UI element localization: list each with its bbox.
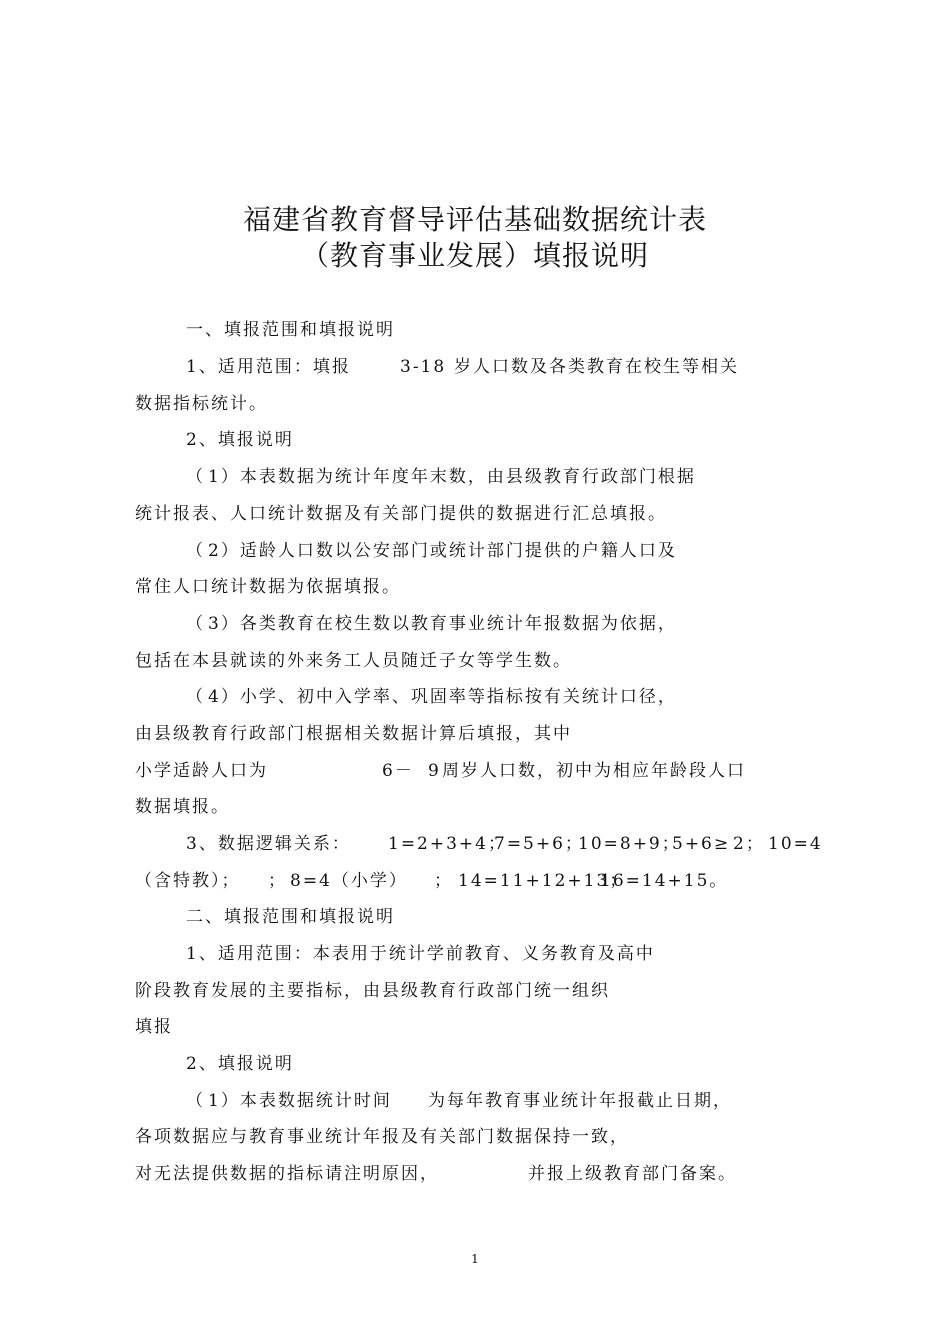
paragraph-line: 各项数据应与教育事业统计年报及有关部门数据保持一致， [135, 1127, 629, 1147]
paragraph-line: 2）适龄人口数以公安部门或统计部门提供的户籍人口及 [208, 541, 677, 561]
paragraph-line: 3-18 [400, 357, 447, 377]
paragraph-line: 1）本表数据为统计年度年末数，由县级教育行政部门根据 [208, 467, 696, 487]
document-subtitle: （教育事业发展）填报说明 [300, 239, 649, 272]
subsection-heading: 2、填报说明 [186, 1054, 294, 1074]
paragraph-line: （ [186, 1091, 205, 1111]
formula: 14=11+12+13； [458, 871, 629, 891]
formula: （含特教）； [135, 871, 241, 891]
paragraph-line: （ [186, 614, 205, 634]
paragraph-line: 周岁人口数，初中为相应年龄段人口 [442, 761, 746, 781]
paragraph-line: 为每年教育事业统计年报截止日期， [428, 1091, 732, 1111]
formula: 1=2+3+4； [388, 834, 507, 854]
paragraph-line: 9 [428, 761, 441, 781]
paragraph-line: 岁人口数及各类教育在校生等相关 [454, 357, 739, 377]
formula: 8=4（小学） [290, 871, 408, 891]
subsection-heading: 3、数据逻辑关系： [186, 834, 351, 854]
paragraph-line: 3）各类教育在校生数以教育事业统计年报数据为依据， [208, 614, 677, 634]
formula: ； [268, 871, 287, 891]
formula: 7=5+6； [494, 834, 584, 854]
page-number: 1 [471, 1252, 479, 1266]
paragraph-line: 数据填报。 [135, 797, 230, 817]
formula: ； [434, 871, 453, 891]
section-heading-1: 一、填报范围和填报说明 [186, 320, 395, 340]
formula: 10=4 [768, 834, 823, 854]
paragraph-line: 6－ [382, 761, 414, 781]
formula: 5+6≥ [672, 834, 731, 854]
paragraph-line: 4）小学、初中入学率、巩固率等指标按有关统计口径， [208, 687, 677, 707]
paragraph-line: 1、适用范围：本表用于统计学前教育、义务教育及高中 [186, 944, 655, 964]
paragraph-line: 包括在本县就读的外来务工人员随迁子女等学生数。 [135, 651, 572, 671]
paragraph-line: 小学适龄人口为 [135, 761, 268, 781]
paragraph-line: 常住人口统计数据为依据填报。 [135, 577, 401, 597]
section-heading-2: 二、填报范围和填报说明 [186, 907, 395, 927]
paragraph-line: 1、适用范围：填报 [186, 357, 351, 377]
paragraph-line: 由县级教育行政部门根据相关数据计算后填报，其中 [135, 724, 572, 744]
paragraph-line: （ [186, 687, 205, 707]
paragraph-line: 1）本表数据统计时间 [208, 1091, 392, 1111]
subsection-heading: 2、填报说明 [186, 430, 294, 450]
paragraph-line: 统计报表、人口统计数据及有关部门提供的数据进行汇总填报。 [135, 504, 667, 524]
paragraph-line: 填报 [135, 1017, 173, 1037]
paragraph-line: 并报上级教育部门备案。 [528, 1164, 737, 1184]
document-title: 福建省教育督导评估基础数据统计表 [242, 203, 707, 236]
paragraph-line: （ [186, 541, 205, 561]
paragraph-line: 阶段教育发展的主要指标，由县级教育行政部门统一组织 [135, 981, 610, 1001]
paragraph-line: （ [186, 467, 205, 487]
formula: 16=14+15。 [600, 871, 729, 891]
paragraph-line: 对无法提供数据的指标请注明原因， [135, 1164, 439, 1184]
formula: 2； [733, 834, 765, 854]
formula: 10=8+9； [578, 834, 681, 854]
paragraph-line: 数据指标统计。 [135, 394, 268, 414]
